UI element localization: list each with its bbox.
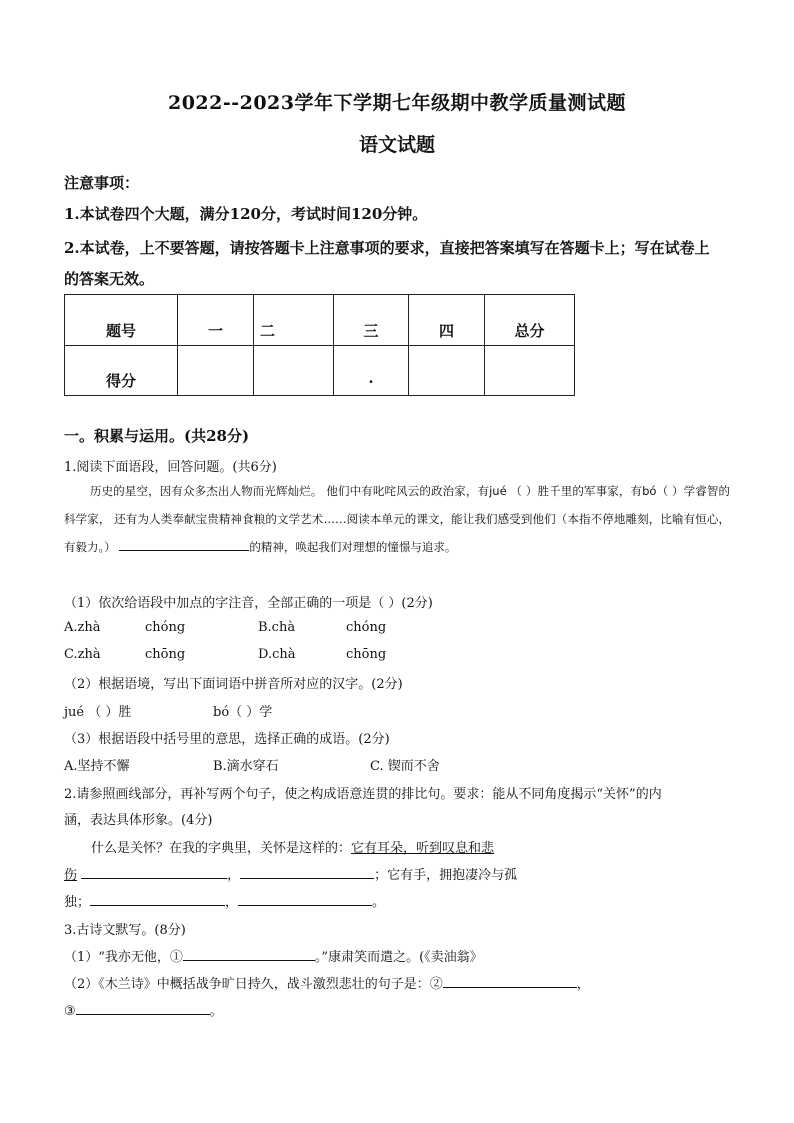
passage-text-b: 的精神，唤起我们对理想的憧憬与追求。 bbox=[249, 540, 457, 554]
q3-2-start: （2）《木兰诗》中概括战争旷日持久，战斗激烈悲壮的句子是：② bbox=[64, 977, 443, 992]
passage-blank bbox=[119, 538, 249, 551]
comma-text: ， bbox=[227, 868, 241, 883]
sample-intro: 什么是关怀？在我的字典里，关怀是这样的： bbox=[91, 841, 352, 856]
option-d: D.chà bbox=[258, 647, 296, 662]
idiom-c: C. 锲而不舍 bbox=[370, 759, 440, 774]
option-c: C.zhà bbox=[64, 647, 101, 662]
sample-underlined-end: 伤 bbox=[64, 868, 78, 883]
score-header-cell: 三 bbox=[334, 295, 409, 346]
score-table-header-row bbox=[65, 295, 575, 346]
answer-blank bbox=[76, 1002, 210, 1015]
score-table bbox=[64, 294, 575, 396]
section-1-heading: 一。积累与运用。(共28分) bbox=[64, 427, 250, 445]
answer-blank bbox=[238, 893, 372, 906]
score-header-cell: 四 bbox=[409, 295, 485, 346]
notice-item-1: 1.本试卷四个大题，满分120分，考试时间120分钟。 bbox=[64, 205, 428, 223]
question-3-title: 3.古诗文默写。(8分) bbox=[64, 923, 186, 938]
answer-blank bbox=[240, 866, 374, 879]
question-2-line-2: 涵，表达具体形象。(4分) bbox=[64, 813, 213, 828]
line-5-start: 独； bbox=[64, 895, 91, 910]
q3-1-end: 。”康肃笑而遣之。(《卖油翁》 bbox=[314, 950, 483, 965]
idiom-b: B.滴水穿石 bbox=[213, 759, 279, 774]
question-3-3 bbox=[64, 1000, 223, 1019]
pinyin-bo: bó（ ）学 bbox=[213, 705, 273, 720]
exam-title: 2022--2023学年下学期七年级期中教学质量测试题 bbox=[167, 92, 627, 114]
answer-blank bbox=[81, 866, 227, 879]
question-2-line-1: 2.请参照画线部分，再补写两个句子，使之构成语意连贯的排比句。要求：能从不同角度揭示“关怀”的内 bbox=[64, 787, 662, 802]
question-1-1: （1）依次给语段中加点的字注音，全部正确的一项是（ ）(2分) bbox=[64, 596, 433, 611]
q3-3-end: 。 bbox=[209, 1004, 223, 1019]
period-text: 。 bbox=[372, 895, 386, 910]
question-2-sample bbox=[91, 837, 494, 856]
question-2-line-5 bbox=[64, 891, 385, 910]
question-3-2 bbox=[64, 973, 590, 992]
question-2-line-4 bbox=[64, 864, 517, 883]
question-3-1 bbox=[64, 946, 483, 965]
q3-2-end: ， bbox=[576, 977, 590, 992]
score-table-score-row bbox=[65, 345, 575, 396]
notice-item-2: 2.本试卷，上不要答题，请按答题卡上注意事项的要求，直接把答案填写在答题卡上；写在试卷上的答案无效。 bbox=[64, 239, 710, 288]
score-cell bbox=[409, 345, 485, 396]
q3-3-start: ③ bbox=[64, 1004, 76, 1019]
exam-subtitle: 语文试题 bbox=[358, 134, 435, 156]
score-cell bbox=[485, 345, 575, 396]
question-1-2: （2）根据语境，写出下面词语中拼音所对应的汉字。(2分) bbox=[64, 677, 403, 692]
question-1-passage bbox=[64, 477, 730, 561]
answer-blank bbox=[443, 975, 577, 988]
score-cell-mark: · bbox=[334, 345, 409, 396]
answer-blank bbox=[90, 893, 225, 906]
question-1-title: 1.阅读下面语段，回答问题。(共6分) bbox=[64, 460, 277, 475]
option-a: A.zhà bbox=[64, 620, 101, 635]
sample-mid: ；它有手，拥抱凄冷与孤 bbox=[374, 868, 518, 883]
q3-1-start: （1）“我亦无他，① bbox=[64, 950, 183, 965]
score-cell bbox=[254, 345, 334, 396]
score-cell bbox=[178, 345, 254, 396]
score-header-cell: 题号 bbox=[65, 295, 178, 346]
question-1-3: （3）根据语段中括号里的意思，选择正确的成语。(2分) bbox=[64, 732, 390, 747]
passage-text-a: 历史的星空，因有众多杰出人物而光辉灿烂。 他们中有叱咤风云的政治家，有jué （ ）胜千里的军事家，有bó（ ）学睿智的科学家， 还有为人类奉献宝贵精神食粮的文学艺术……阅读本单元的课文，能让我们感受到他们（本指不停地雕刻，比喻有恒心，有毅力。） bbox=[64, 484, 730, 554]
option-c-2: chōng bbox=[145, 647, 186, 662]
answer-blank bbox=[183, 948, 315, 961]
sample-underlined: 它有耳朵，听到叹息和悲 bbox=[351, 841, 495, 856]
pinyin-jue: jué （ ）胜 bbox=[64, 705, 132, 720]
comma-text: ， bbox=[225, 895, 239, 910]
idiom-a: A.坚持不懈 bbox=[64, 759, 130, 774]
option-a-2: chóng bbox=[145, 620, 186, 635]
option-b-2: chóng bbox=[346, 620, 387, 635]
score-row-label: 得分 bbox=[65, 345, 178, 396]
score-header-cell: 总分 bbox=[485, 295, 575, 346]
option-b: B.chà bbox=[258, 620, 296, 635]
option-d-2: chōng bbox=[346, 647, 387, 662]
score-header-cell: 二 bbox=[254, 295, 334, 346]
notice-heading: 注意事项： bbox=[64, 174, 140, 192]
score-header-cell: 一 bbox=[178, 295, 254, 346]
